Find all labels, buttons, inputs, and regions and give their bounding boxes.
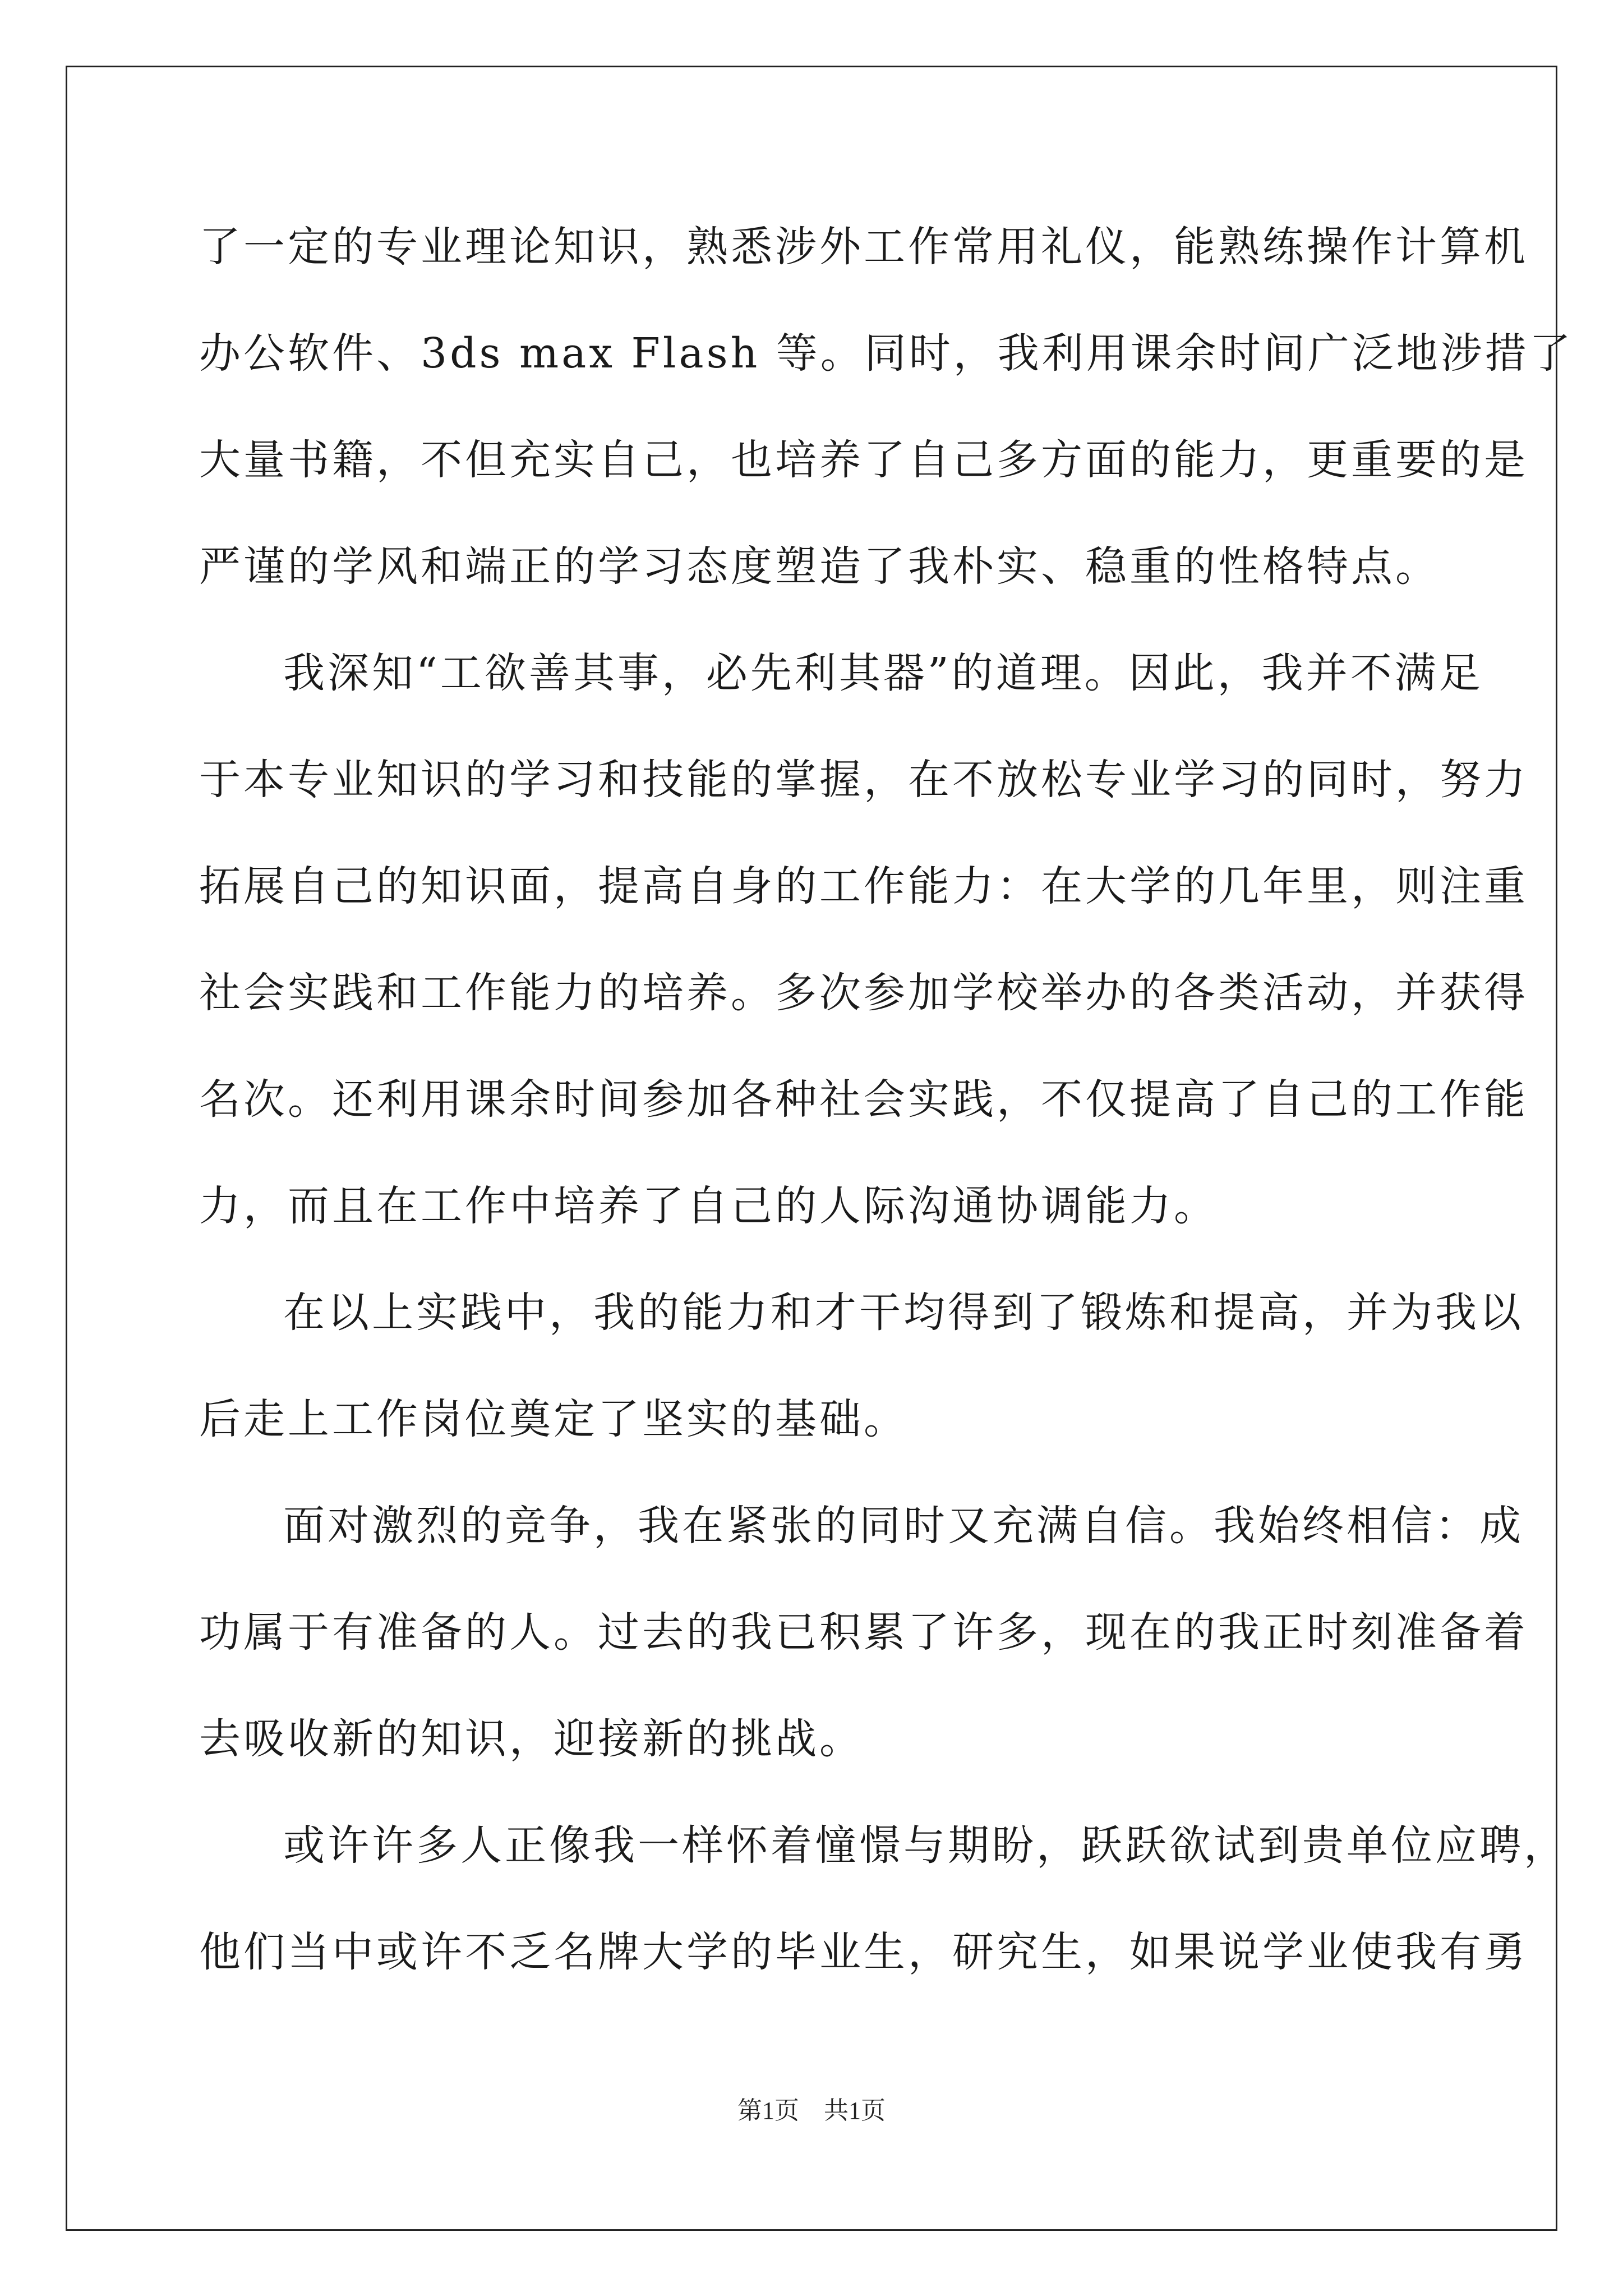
text-line: 于本专业知识的学习和技能的掌握，在不放松专业学习的同时，努力 [199, 756, 1528, 804]
page-number-footer: 第1页 共1页 [737, 2097, 886, 2124]
paragraph-start-line: 在以上实践中，我的能力和才干均得到了锻炼和提高，并为我以 [283, 1289, 1524, 1337]
text-line: 大量书籍，不但充实自己，也培养了自己多方面的能力，更重要的是 [199, 436, 1528, 484]
text-line: 名次。还利用课余时间参加各种社会实践，不仅提高了自己的工作能 [199, 1075, 1528, 1124]
text-line: 后走上工作岗位奠定了坚实的基础。 [199, 1395, 908, 1443]
page-border [66, 66, 1557, 2231]
text-line: 办公软件、3ds max Flash 等。同时，我利用课余时间广泛地涉措了 [199, 329, 1574, 378]
text-line: 严谨的学风和端正的学习态度塑造了我朴实、稳重的性格特点。 [199, 542, 1440, 591]
text-line: 他们当中或许不乏名牌大学的毕业生，研究生，如果说学业使我有勇 [199, 1928, 1528, 1976]
text-line: 功属于有准备的人。过去的我已积累了许多，现在的我正时刻准备着 [199, 1608, 1528, 1657]
text-line: 了一定的专业理论知识，熟悉涉外工作常用礼仪，能熟练操作计算机 [199, 223, 1528, 271]
text-line: 拓展自己的知识面，提高自身的工作能力：在大学的几年里，则注重 [199, 862, 1528, 910]
paragraph-start-line: 面对激烈的竞争，我在紧张的同时又充满自信。我始终相信：成 [283, 1502, 1524, 1550]
paragraph-start-line: 我深知“工欲善其事，必先利其器”的道理。因此，我并不满足 [283, 649, 1483, 697]
text-line: 力，而且在工作中培养了自己的人际沟通协调能力。 [199, 1182, 1218, 1230]
text-line: 社会实践和工作能力的培养。多次参加学校举办的各类活动，并获得 [199, 969, 1528, 1017]
text-line: 去吸收新的知识，迎接新的挑战。 [199, 1715, 864, 1763]
paragraph-start-line: 或许许多人正像我一样怀着憧憬与期盼，跃跃欲试到贵单位应聘， [283, 1821, 1568, 1870]
